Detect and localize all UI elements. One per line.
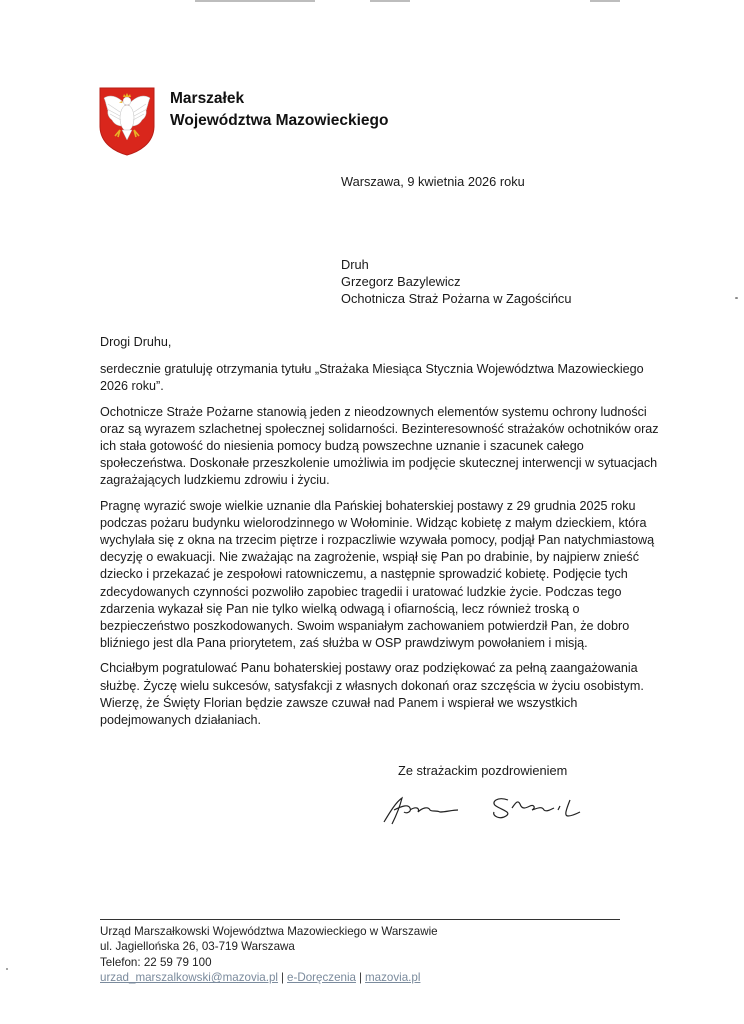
letter-body [100,334,660,737]
closing-phrase: Ze strażackim pozdrowieniem [398,763,568,778]
scan-speck [6,968,8,970]
email-link[interactable]: urzad_marszalkowski@mazovia.pl [100,971,279,985]
body-paragraph: Ochotnicze Straże Pożarne stanowią jeden z nieodzownych elementów systemu ochrony ludności oraz są wyrazem szlachetnej społecznej solidarności. Bezinteresowność strażaków ochotników oraz ich stała gotowość do niesienia pomocy budzą powszechne uznanie i szacunek całego społeczeństwa. Doskonałe przeszkolenie umożliwia im podjęcie skutecznej interwencji w sytuacjach zagrażających ludzkiemu zdrowiu i życiu. [100,404,659,488]
scan-artifact-top [0,0,744,3]
scan-speck [735,297,738,299]
e-doreczenia-link[interactable]: e-Doręczenia [287,971,356,985]
footer-links [100,970,438,985]
footer-divider [100,919,620,920]
footer-office-name: Urząd Marszałkowski Województwa Mazowieckiego w Warszawie [100,925,438,938]
org-name-line2: Województwa Mazowieckiego [170,112,389,129]
footer [100,924,438,986]
org-name-line1: Marszałek [170,90,245,107]
footer-address: ul. Jagiellońska 26, 03-719 Warszawa [100,940,295,954]
recipient-block [341,256,571,307]
coat-of-arms-eagle-icon [98,86,156,156]
recipient-name: Grzegorz Bazylewicz [341,274,461,289]
salutation: Drogi Druhu, [100,335,172,349]
handwritten-signature-icon [380,790,600,830]
letter-date: Warszawa, 9 kwietnia 2026 roku [341,174,525,189]
footer-phone: Telefon: 22 59 79 100 [100,955,212,969]
organization-name [170,88,388,132]
letterhead [98,86,388,156]
body-paragraph: Chciałbym pogratulować Panu bohaterskiej postawy oraz podziękować za pełną zaangażowania służbę. Życzę wielu sukcesów, satysfakcji z własnych dokonań oraz szczęścia w życiu osobistym. Wierzę, że Święty Florian będzie zawsze czuwał nad Panem i wspierał we wszystkich podejmowanych działaniach. [100,661,644,728]
link-separator: | [281,971,285,985]
body-paragraph: serdecznie gratuluję otrzymania tytułu „Strażaka Miesiąca Stycznia Województwa Mazowieckiego 2026 roku”. [100,362,644,394]
body-paragraph: Pragnę wyrazić swoje wielkie uznanie dla Pańskiej bohaterskiej postawy z 29 grudnia 2025 roku podczas pożaru budynku wielorodzinnego w Wołominie. Widząc kobietę z małym dzieckiem, która wychylała się z okna na trzecim piętrze i rozpaczliwie wzywała pomocy, podjął Pan natychmiastową decyzję o ewakuacji. Nie zważając na zagrożenie, wspiął się Pan po drabinie, by najpierw znieść dziecko i przekazać je zespołowi ratowniczemu, a następnie sprowadzić kobietę. Podjęcie tych zdecydowanych czynności pozwoliło zapobiec tragedii i uratować ludzkie życie. Podczas tego zdarzenia wykazał się Pan nie tylko wielką odwagą i ofiarnością, lecz również troską o bezpieczeństwo poszkodowanych. Swoim wspaniałym zachowaniem potwierdził Pan, że dobro bliźniego jest dla Pana priorytetem, zaś służba w OSP prawdziwym powołaniem i misją. [100,498,655,651]
website-link[interactable]: mazovia.pl [365,971,421,985]
link-separator: | [358,971,362,985]
recipient-organization: Ochotnicza Straż Pożarna w Zagościńcu [341,291,572,306]
recipient-title: Druh [341,257,369,272]
